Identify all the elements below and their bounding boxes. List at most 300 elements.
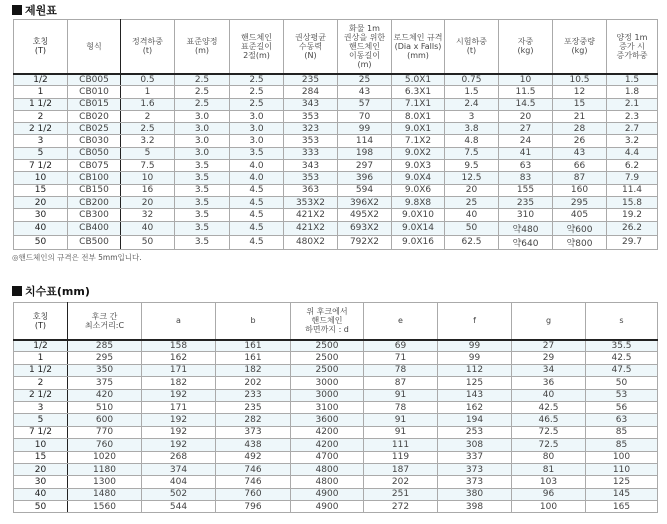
table-cell: 4.4 (607, 147, 658, 159)
table-row (14, 184, 658, 196)
table-cell: 40 (445, 209, 499, 221)
table-cell: 28 (553, 123, 607, 135)
table-cell: 119 (364, 451, 438, 463)
table-cell: 297 (338, 160, 392, 172)
table-cell: 198 (338, 147, 392, 159)
table-cell: 421X2 (284, 209, 338, 221)
table-cell: 2.5 (175, 98, 230, 110)
table-cell: 161 (216, 340, 291, 352)
table-cell: 233 (216, 389, 291, 401)
table-cell: 353 (284, 135, 338, 147)
table-cell: CB200 (68, 196, 121, 208)
table-cell: 3.2 (121, 135, 175, 147)
column-header (121, 20, 175, 74)
table-cell: 10 (499, 74, 553, 86)
table-cell: 544 (142, 501, 216, 513)
table-cell: 96 (512, 488, 586, 500)
column-header-line: f (473, 316, 476, 326)
table-cell: 43 (553, 147, 607, 159)
table-row (14, 98, 658, 110)
table-cell: 99 (338, 123, 392, 135)
table-cell: 4900 (291, 501, 364, 513)
table-cell: 155 (499, 184, 553, 196)
table-cell: 421X2 (284, 221, 338, 235)
table-cell: 310 (499, 209, 553, 221)
column-header-line: 로드체인 규격 (393, 32, 443, 42)
table-cell: 272 (364, 501, 438, 513)
table-cell: 2 (14, 377, 68, 389)
table-row (14, 501, 658, 513)
table-cell: 1020 (68, 451, 142, 463)
table-cell: 125 (586, 476, 658, 488)
table-cell: 26 (553, 135, 607, 147)
table-cell: 99 (438, 352, 512, 364)
table-cell: 495X2 (338, 209, 392, 221)
table-cell: 0.75 (445, 74, 499, 86)
table-cell: 1.5 (607, 74, 658, 86)
table-cell: 2 (121, 110, 175, 122)
table-cell: 80 (512, 451, 586, 463)
table-cell: 4700 (291, 451, 364, 463)
table-cell: 91 (364, 414, 438, 426)
table-row (14, 160, 658, 172)
table-cell: 29 (512, 352, 586, 364)
table-cell: 4.5 (230, 221, 284, 235)
column-header-line: 2절(m) (243, 50, 270, 60)
table-cell: 770 (68, 426, 142, 438)
table-cell: 251 (364, 488, 438, 500)
table-cell: 192 (142, 389, 216, 401)
table-cell: 약800 (553, 235, 607, 249)
table-cell: 373 (216, 426, 291, 438)
table-row (14, 209, 658, 221)
table-cell: 350 (68, 364, 142, 376)
table-cell: 12.5 (445, 172, 499, 184)
table-cell: 4900 (291, 488, 364, 500)
table-cell: 510 (68, 401, 142, 413)
table-cell: 63 (586, 414, 658, 426)
column-header (607, 20, 658, 74)
table-cell: 2.5 (230, 98, 284, 110)
table-row (14, 123, 658, 135)
table-cell: 4800 (291, 476, 364, 488)
table-cell: 4200 (291, 426, 364, 438)
column-header-line: (T) (34, 46, 47, 56)
column-header-line: 자중 (517, 37, 534, 47)
table-cell: 50 (14, 501, 68, 513)
table-cell: 56 (586, 401, 658, 413)
table-cell: 7.5 (121, 160, 175, 172)
table-cell: 1 1/2 (14, 98, 68, 110)
table-cell: 3 (14, 135, 68, 147)
table-cell: 182 (216, 364, 291, 376)
table-cell: 11.4 (607, 184, 658, 196)
column-header-line: 형식 (86, 41, 102, 51)
column-header-line: 위 후크에서 (306, 307, 348, 317)
column-header-line: 표준길이 (241, 41, 272, 51)
table-cell: 162 (142, 352, 216, 364)
table-cell: 594 (338, 184, 392, 196)
column-header (68, 303, 142, 340)
column-header-line: 이동길이 (349, 50, 380, 60)
table-cell: 3.5 (175, 221, 230, 235)
table-cell: 약600 (553, 221, 607, 235)
table-cell: 50 (445, 221, 499, 235)
table-cell: CB500 (68, 235, 121, 249)
table-row (14, 221, 658, 235)
table-cell: 1 1/2 (14, 364, 68, 376)
table-cell: 380 (438, 488, 512, 500)
table-cell: 7.9 (607, 172, 658, 184)
table-cell: 1.5 (445, 86, 499, 98)
table-cell: CB010 (68, 86, 121, 98)
table-cell: 91 (364, 426, 438, 438)
table-cell: 111 (364, 439, 438, 451)
table-cell: 4200 (291, 439, 364, 451)
table-cell: 3.0 (175, 110, 230, 122)
column-header (512, 303, 586, 340)
table-row (14, 488, 658, 500)
table-cell: 3100 (291, 401, 364, 413)
table-cell: 7.5 (445, 147, 499, 159)
spec-table-body (14, 74, 658, 250)
table-cell: 29.7 (607, 235, 658, 249)
column-header-line: s (619, 316, 624, 326)
table-cell: 85 (586, 426, 658, 438)
table-cell: 323 (284, 123, 338, 135)
column-header (14, 20, 68, 74)
table-cell: CB100 (68, 172, 121, 184)
table-row (14, 451, 658, 463)
dim-table-body (14, 340, 658, 513)
table-cell: 41 (499, 147, 553, 159)
table-cell: 162 (438, 401, 512, 413)
table-cell: 3.2 (607, 135, 658, 147)
table-cell: CB300 (68, 209, 121, 221)
table-cell: 2500 (291, 364, 364, 376)
table-cell: 100 (586, 451, 658, 463)
table-cell: 69 (364, 340, 438, 352)
table-cell: 47.5 (586, 364, 658, 376)
table-cell: 125 (438, 377, 512, 389)
table-cell: 202 (216, 377, 291, 389)
dim-table (13, 302, 658, 513)
table-cell: CB030 (68, 135, 121, 147)
table-cell: 1/2 (14, 340, 68, 352)
column-header-line: 포장중량 (564, 37, 595, 47)
table-cell: 6.3X1 (392, 86, 445, 98)
table-row (14, 389, 658, 401)
column-header (438, 303, 512, 340)
table-cell: 9.0X4 (392, 172, 445, 184)
table-cell: 3 (445, 110, 499, 122)
table-row (14, 110, 658, 122)
table-cell: 284 (284, 86, 338, 98)
table-cell: 30 (14, 209, 68, 221)
table-cell: 337 (438, 451, 512, 463)
table-cell: 25 (338, 74, 392, 86)
table-cell: 15 (553, 98, 607, 110)
table-cell: 343 (284, 98, 338, 110)
table-row (14, 377, 658, 389)
table-cell: 1560 (68, 501, 142, 513)
table-cell: 4.5 (230, 196, 284, 208)
table-cell: 202 (364, 476, 438, 488)
square-bullet-icon (12, 286, 22, 296)
table-cell: 3 (14, 401, 68, 413)
table-row (14, 401, 658, 413)
table-cell: 2 (14, 110, 68, 122)
table-cell: 1480 (68, 488, 142, 500)
table-cell: 3.5 (175, 196, 230, 208)
table-cell: 21 (553, 110, 607, 122)
column-header-line: (N) (304, 50, 317, 60)
table-cell: 9.0X6 (392, 184, 445, 196)
table-cell: 40 (14, 488, 68, 500)
table-cell: 268 (142, 451, 216, 463)
table-cell: 796 (216, 501, 291, 513)
table-row (14, 235, 658, 249)
table-cell: 4.5 (230, 184, 284, 196)
table-cell: 171 (142, 401, 216, 413)
table-cell: 87 (553, 172, 607, 184)
column-header-line: 하면까지 : d (305, 325, 349, 335)
column-header (284, 20, 338, 74)
table-cell: 26.2 (607, 221, 658, 235)
table-cell: 9.0X16 (392, 235, 445, 249)
table-cell: 1.8 (607, 86, 658, 98)
table-cell: 1300 (68, 476, 142, 488)
table-cell: 253 (438, 426, 512, 438)
table-cell: 4.8 (445, 135, 499, 147)
column-header (553, 20, 607, 74)
table-cell: 760 (216, 488, 291, 500)
table-cell: 1 (14, 86, 68, 98)
table-cell: 746 (216, 476, 291, 488)
table-cell: 10 (14, 172, 68, 184)
table-cell: 4.5 (230, 209, 284, 221)
column-header-line: b (250, 316, 256, 326)
table-cell: 4.5 (230, 235, 284, 249)
table-cell: 6.2 (607, 160, 658, 172)
table-cell: 1.6 (121, 98, 175, 110)
dim-table-header-row (14, 303, 658, 340)
table-cell: 4800 (291, 463, 364, 475)
column-header (499, 20, 553, 74)
table-cell: 192 (142, 426, 216, 438)
table-cell: 114 (338, 135, 392, 147)
table-cell: 2 1/2 (14, 389, 68, 401)
table-cell: 282 (216, 414, 291, 426)
column-header (68, 20, 121, 74)
table-cell: 1/2 (14, 74, 68, 86)
table-cell: 353 (284, 110, 338, 122)
square-bullet-icon (12, 5, 22, 15)
table-cell: 2500 (291, 352, 364, 364)
table-cell: 16 (121, 184, 175, 196)
table-cell: 405 (553, 209, 607, 221)
table-cell: 1 (121, 86, 175, 98)
column-header-line: 표준양정 (186, 37, 218, 47)
table-cell: 103 (512, 476, 586, 488)
table-cell: 295 (68, 352, 142, 364)
table-cell: 165 (586, 501, 658, 513)
table-cell: 81 (512, 463, 586, 475)
table-cell: 374 (142, 463, 216, 475)
table-cell: 182 (142, 377, 216, 389)
table-cell: 5 (14, 414, 68, 426)
table-cell: 235 (499, 196, 553, 208)
table-cell: 10.5 (553, 74, 607, 86)
column-header-line: 증가 시 (619, 41, 645, 51)
table-cell: 5.0X1 (392, 74, 445, 86)
table-cell: 2.5 (175, 74, 230, 86)
table-cell: 161 (216, 352, 291, 364)
column-header-line: 호칭 (32, 37, 49, 47)
column-header (291, 303, 364, 340)
table-cell: 192 (142, 439, 216, 451)
table-cell: CB150 (68, 184, 121, 196)
table-cell: 40 (512, 389, 586, 401)
footnote: ◎핸드체인의 규격은 전부 5mm입니다. (12, 253, 142, 262)
table-cell: 2.4 (445, 98, 499, 110)
table-cell: 492 (216, 451, 291, 463)
table-cell: 480X2 (284, 235, 338, 249)
table-cell: 2.5 (121, 123, 175, 135)
column-header (445, 20, 499, 74)
table-cell: 187 (364, 463, 438, 475)
table-cell: 3000 (291, 389, 364, 401)
table-cell: 42.5 (586, 352, 658, 364)
column-header-line: 정격하중 (132, 37, 163, 47)
table-cell: 194 (438, 414, 512, 426)
table-cell: 78 (364, 364, 438, 376)
table-cell: 3.0 (175, 135, 230, 147)
column-header-line: a (176, 316, 181, 326)
table-cell: 9.0X1 (392, 123, 445, 135)
table-cell: 10 (14, 439, 68, 451)
table-cell: 396 (338, 172, 392, 184)
table-cell: 91 (364, 389, 438, 401)
spec-table (13, 19, 658, 250)
table-cell: 20 (14, 463, 68, 475)
table-cell: 502 (142, 488, 216, 500)
table-cell: 343 (284, 160, 338, 172)
table-cell: 373 (438, 476, 512, 488)
table-cell: 57 (338, 98, 392, 110)
table-cell: 295 (553, 196, 607, 208)
table-cell: 40 (121, 221, 175, 235)
column-header-line: (mm) (407, 50, 429, 60)
table-cell: 32 (121, 209, 175, 221)
table-row (14, 439, 658, 451)
table-row (14, 86, 658, 98)
table-cell: 25 (445, 196, 499, 208)
table-cell: 66 (553, 160, 607, 172)
column-header-line: g (545, 316, 552, 326)
table-cell: 78 (364, 401, 438, 413)
table-cell: 285 (68, 340, 142, 352)
table-cell: 63 (499, 160, 553, 172)
column-header-line: 후크 간 (91, 311, 118, 321)
table-cell: 235 (284, 74, 338, 86)
table-cell: 46.5 (512, 414, 586, 426)
column-header-line: 권상을 위한 (343, 32, 386, 42)
table-cell: 27 (512, 340, 586, 352)
spec-table-header-row (14, 20, 658, 74)
table-cell: 7.1X1 (392, 98, 445, 110)
table-cell: 70 (338, 110, 392, 122)
column-header (364, 303, 438, 340)
table-cell: 2500 (291, 340, 364, 352)
table-cell: 3.5 (175, 172, 230, 184)
table-cell: 398 (438, 501, 512, 513)
table-cell: 3.0 (175, 123, 230, 135)
table-cell: 50 (14, 235, 68, 249)
table-cell: 693X2 (338, 221, 392, 235)
table-row (14, 426, 658, 438)
table-cell: 9.5 (445, 160, 499, 172)
table-cell: CB015 (68, 98, 121, 110)
table-cell: 2 1/2 (14, 123, 68, 135)
table-cell: 3.0 (230, 110, 284, 122)
table-cell: 9.0X10 (392, 209, 445, 221)
table-cell: 158 (142, 340, 216, 352)
table-cell: 약640 (499, 235, 553, 249)
table-cell: 235 (216, 401, 291, 413)
table-cell: 1180 (68, 463, 142, 475)
table-cell: 3.0 (230, 123, 284, 135)
table-row (14, 414, 658, 426)
table-cell: 3.8 (445, 123, 499, 135)
table-row (14, 147, 658, 159)
table-cell: 20 (121, 196, 175, 208)
column-header-line: 핸드체인 (241, 32, 272, 42)
table-cell: 9.0X3 (392, 160, 445, 172)
table-cell: 160 (553, 184, 607, 196)
column-header (586, 303, 658, 340)
dim-table-title-text: 치수표(mm) (25, 285, 90, 298)
table-cell: 53 (586, 389, 658, 401)
table-cell: 333 (284, 147, 338, 159)
table-cell: 110 (586, 463, 658, 475)
table-cell: 약480 (499, 221, 553, 235)
column-header-line: 시험하중 (456, 37, 487, 47)
table-cell: 404 (142, 476, 216, 488)
table-cell: 36 (512, 377, 586, 389)
column-header-line: e (398, 316, 403, 326)
table-cell: 85 (586, 439, 658, 451)
table-cell: 2.3 (607, 110, 658, 122)
column-header-line: 화물 1m (349, 23, 380, 33)
table-cell: 3.5 (230, 147, 284, 159)
table-cell: 15.8 (607, 196, 658, 208)
table-cell: 7 1/2 (14, 160, 68, 172)
table-cell: 3.0 (175, 147, 230, 159)
table-cell: 15 (14, 451, 68, 463)
table-cell: 792X2 (338, 235, 392, 249)
table-cell: 4.0 (230, 172, 284, 184)
table-cell: 2.1 (607, 98, 658, 110)
table-cell: 373 (438, 463, 512, 475)
table-cell: 308 (438, 439, 512, 451)
column-header (216, 303, 291, 340)
table-cell: 30 (14, 476, 68, 488)
table-cell: 4.0 (230, 160, 284, 172)
column-header-line: (Dia x Falls) (394, 41, 442, 51)
table-cell: 40 (14, 221, 68, 235)
table-cell: 746 (216, 463, 291, 475)
